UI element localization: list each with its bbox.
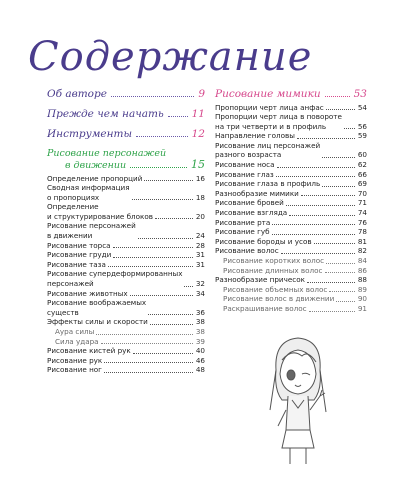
page-number: 11 xyxy=(191,108,205,120)
toc-item[interactable] xyxy=(215,189,367,199)
leader-dots xyxy=(150,324,193,325)
page-title: Содержание xyxy=(28,34,313,80)
page-number: 31 xyxy=(195,259,205,269)
toc-item[interactable] xyxy=(215,179,367,189)
page-number: 32 xyxy=(195,279,205,289)
page-number: 91 xyxy=(357,303,367,313)
leader-dots xyxy=(276,176,355,177)
leader-dots xyxy=(301,195,355,196)
toc-item-list xyxy=(47,174,205,375)
toc-subitem[interactable] xyxy=(215,304,367,314)
toc-subitem[interactable] xyxy=(215,294,367,304)
page-number: 24 xyxy=(195,231,205,241)
item-title: Рисование кистей рук xyxy=(47,346,131,356)
item-title: Определение пропорций xyxy=(47,173,143,183)
page-number: 31 xyxy=(195,250,205,260)
leader-dots xyxy=(168,116,188,117)
toc-item[interactable] xyxy=(47,346,205,356)
chapter-heading[interactable] xyxy=(215,88,367,100)
toc-item[interactable] xyxy=(47,183,205,202)
leader-dots xyxy=(325,272,356,273)
page-number: 40 xyxy=(195,346,205,356)
toc-item[interactable] xyxy=(215,208,367,218)
item-title: Рисование носа xyxy=(215,160,275,170)
leader-dots xyxy=(108,266,193,267)
toc-item[interactable] xyxy=(47,250,205,260)
page-number: 70 xyxy=(357,188,367,198)
leader-dots xyxy=(130,167,187,168)
toc-item[interactable] xyxy=(215,131,367,141)
item-title: Рисование торса xyxy=(47,240,111,250)
leader-dots xyxy=(138,238,193,239)
leader-dots xyxy=(309,311,355,312)
item-title: Рисование взгляда xyxy=(215,208,288,218)
toc-right-column xyxy=(215,88,367,314)
page-number: 82 xyxy=(357,246,367,256)
toc-item[interactable] xyxy=(47,289,205,299)
leader-dots xyxy=(286,205,355,206)
page-number: 62 xyxy=(357,160,367,170)
item-title: Сводная информация о пропорциях xyxy=(47,183,130,202)
page-number: 28 xyxy=(195,240,205,250)
page-number: 36 xyxy=(195,307,205,317)
toc-item[interactable] xyxy=(215,112,367,131)
item-title: Рисование рук xyxy=(47,355,103,365)
item-title: Эффекты силы и скорости xyxy=(47,317,148,327)
item-title: Рисование губ xyxy=(215,227,270,237)
item-title: Рисование персонажей в движении xyxy=(47,221,136,241)
item-title: Рисование таза xyxy=(47,259,106,269)
page-number: 69 xyxy=(357,179,367,189)
leader-dots xyxy=(148,314,193,315)
page-number: 15 xyxy=(191,158,205,171)
item-title: Рисование бороды и усов xyxy=(215,236,312,246)
item-title: Рисование животных xyxy=(47,288,128,298)
leader-dots xyxy=(325,96,350,97)
toc-item[interactable] xyxy=(47,298,205,317)
toc-item[interactable] xyxy=(47,221,205,240)
toc-item[interactable] xyxy=(215,237,367,247)
toc-subitem[interactable] xyxy=(215,256,367,266)
leader-dots xyxy=(111,96,194,97)
leader-dots xyxy=(130,295,193,296)
page-number: 84 xyxy=(357,256,367,265)
toc-item[interactable] xyxy=(47,356,205,366)
item-title: Разнообразие мимики xyxy=(215,188,299,198)
section-title: Инструменты xyxy=(47,128,133,140)
item-title: Рисование лиц персонажей разного возраста xyxy=(215,140,321,160)
item-title: Разнообразие причесок xyxy=(215,275,305,285)
page-number: 81 xyxy=(357,236,367,246)
page-number: 66 xyxy=(357,169,367,179)
leader-dots xyxy=(272,234,355,235)
toc-item[interactable] xyxy=(215,141,367,160)
chapter-title-line1: Рисование персонажей xyxy=(47,148,167,159)
item-title: Пропорции черт лица в повороте на три четверти и в профиль xyxy=(215,112,342,131)
item-title: Определение и структурирование блоков xyxy=(47,202,154,221)
item-title: Сила удара xyxy=(55,336,99,346)
leader-dots xyxy=(344,128,355,129)
toc-item[interactable] xyxy=(47,269,205,288)
toc-item[interactable] xyxy=(215,103,367,113)
item-title: Рисование рта xyxy=(215,217,271,227)
leader-dots xyxy=(144,180,193,181)
item-title: Рисование супердеформированных персонажей xyxy=(47,269,183,289)
toc-section[interactable] xyxy=(47,88,205,100)
leader-dots xyxy=(136,136,188,137)
leader-dots xyxy=(336,301,355,302)
toc-item[interactable] xyxy=(215,198,367,208)
item-title: Рисование волос xyxy=(215,246,279,256)
page-number: 46 xyxy=(195,355,205,365)
item-title: Рисование волос в движении xyxy=(223,294,335,304)
page-number: 90 xyxy=(357,294,367,304)
item-title: Направление головы xyxy=(215,131,295,141)
toc-item[interactable] xyxy=(47,174,205,184)
toc-item[interactable] xyxy=(47,317,205,327)
chapter-title: Рисование мимики xyxy=(215,88,321,100)
leader-dots xyxy=(155,218,193,219)
page-number: 20 xyxy=(195,211,205,221)
leader-dots xyxy=(314,243,355,244)
toc-item[interactable] xyxy=(47,241,205,251)
page-number: 39 xyxy=(195,336,205,346)
item-title: Раскрашивание волос xyxy=(223,303,307,313)
toc-item[interactable] xyxy=(47,365,205,375)
leader-dots xyxy=(133,353,193,354)
leader-dots xyxy=(322,157,355,158)
item-title: Рисование воображаемых существ xyxy=(47,298,147,317)
page-number: 88 xyxy=(357,275,367,285)
item-title: Рисование ног xyxy=(47,365,102,375)
page-number: 71 xyxy=(357,198,367,208)
leader-dots xyxy=(281,253,355,254)
chapter-title-line2: в движении xyxy=(65,160,127,171)
page-number: 86 xyxy=(357,265,367,275)
page-number: 60 xyxy=(357,150,367,160)
section-title: Об авторе xyxy=(47,88,107,100)
chibi-character-illustration xyxy=(262,330,332,470)
leader-dots xyxy=(104,372,193,373)
toc-item-list xyxy=(215,103,367,314)
leader-dots xyxy=(322,186,355,187)
page-number: 16 xyxy=(195,173,205,183)
toc-left-column xyxy=(47,88,205,375)
toc-item[interactable] xyxy=(47,260,205,270)
page-number: 34 xyxy=(195,288,205,298)
leader-dots xyxy=(307,282,355,283)
section-title: Прежде чем начать xyxy=(47,108,164,120)
leader-dots xyxy=(289,215,355,216)
item-title: Рисование длинных волос xyxy=(223,265,323,275)
page-number: 38 xyxy=(195,327,205,336)
toc-item[interactable] xyxy=(215,170,367,180)
page-number: 54 xyxy=(357,102,367,112)
toc-section[interactable] xyxy=(47,128,205,140)
page-number: 38 xyxy=(195,317,205,327)
leader-dots xyxy=(184,286,193,287)
item-title: Пропорции черт лица анфас xyxy=(215,102,324,112)
page-number: 76 xyxy=(357,217,367,227)
leader-dots xyxy=(277,167,355,168)
leader-dots xyxy=(272,224,355,225)
chapter-heading[interactable] xyxy=(47,148,205,171)
toc-item[interactable] xyxy=(215,227,367,237)
page-number: 89 xyxy=(357,284,367,294)
toc-subitem[interactable] xyxy=(47,327,205,337)
leader-dots xyxy=(326,109,355,110)
page-number: 12 xyxy=(191,128,205,140)
page-number: 56 xyxy=(357,121,367,131)
item-title: Рисование груди xyxy=(47,250,112,260)
leader-dots xyxy=(329,291,355,292)
item-title: Рисование объемных волос xyxy=(223,284,328,294)
item-title: Аура силы xyxy=(55,327,95,336)
page-number: 53 xyxy=(353,88,367,100)
toc-item[interactable] xyxy=(215,246,367,256)
toc-item[interactable] xyxy=(215,160,367,170)
page-number: 59 xyxy=(357,131,367,141)
item-title: Рисование бровей xyxy=(215,198,284,208)
leader-dots xyxy=(104,362,193,363)
page-number: 78 xyxy=(357,227,367,237)
item-title: Рисование глаза в профиль xyxy=(215,179,321,189)
toc-item[interactable] xyxy=(215,218,367,228)
leader-dots xyxy=(113,247,193,248)
leader-dots xyxy=(96,334,193,335)
toc-item[interactable] xyxy=(215,275,367,285)
toc-item[interactable] xyxy=(47,202,205,221)
toc-subitem[interactable] xyxy=(215,285,367,295)
leader-dots xyxy=(132,199,193,200)
item-title: Рисование глаз xyxy=(215,169,274,179)
toc-section[interactable] xyxy=(47,108,205,120)
page-number: 48 xyxy=(195,365,205,375)
page-number: 18 xyxy=(195,192,205,202)
toc-subitem[interactable] xyxy=(215,266,367,276)
leader-dots xyxy=(326,263,355,264)
item-title: Рисование коротких волос xyxy=(223,256,325,265)
leader-dots xyxy=(297,138,355,139)
page-number: 9 xyxy=(198,88,205,100)
leader-dots xyxy=(113,257,193,258)
page-number: 74 xyxy=(357,208,367,218)
leader-dots xyxy=(101,343,193,344)
toc-subitem[interactable] xyxy=(47,337,205,347)
